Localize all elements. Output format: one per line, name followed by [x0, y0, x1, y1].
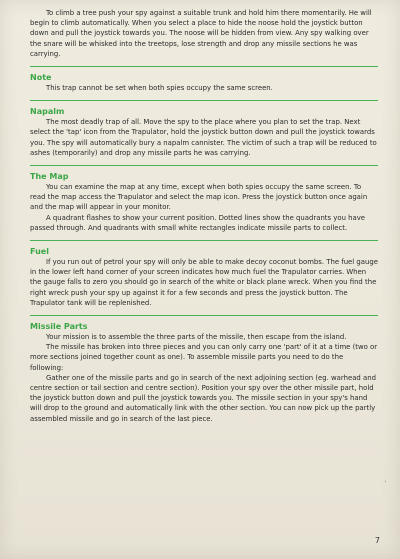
napalm-paragraph: The most deadly trap of all. Move the spy to the place where you plan to set the trap. Next select the 'tap' icon from the Trapulator, hold the joystick button down and pull the joystick towards you. The spy will automatically bury a napalm cannister. The victim of such a trap will be reduced to ashes (temporarily) and drop any missile parts he was carrying.: [30, 118, 377, 157]
note-heading: Note: [30, 73, 52, 83]
napalm-heading: Napalm: [30, 107, 65, 117]
page-content: [30, 8, 378, 424]
missile-paragraph-3: Gather one of the missile parts and go in search of the next adjoining section (eg. warhead and centre section or tail section and centre section). Position your spy over the other missile part, hold the joystick button down and pull the joystick towards you. The missile section in your spy's hand will drop to the ground and automatically link with the other section. You can now pick up the partly assembled missile and go in search of the last piece.: [30, 373, 376, 423]
intro-paragraph: To climb a tree push your spy against a suitable trunk and hold him there momentarily. He will begin to climb automatically. When you select a place to hide the noose hold the joystick button down and pull the joystick towards you. The noose will be hidden from view. Any spy walking over the snare will be whisked into the treetops, lose strength and drop any missile sections he was carrying.: [30, 9, 372, 58]
page-number: 7: [374, 536, 380, 545]
fuel-heading: Fuel: [30, 247, 49, 257]
margin-mark: ': [384, 480, 386, 487]
map-paragraph-2: A quadrant flashes to show your current position. Dotted lines show the quadrants you have passed through. And quadrants with small white rectangles indicate missile parts to collect.: [30, 213, 366, 232]
map-heading: The Map: [30, 172, 69, 182]
missile-paragraph-1: Your mission is to assemble the three parts of the missile, then escape from the island.: [46, 333, 347, 342]
missile-paragraph-2: The missile has broken into three pieces and you can only carry one 'part' of it at a time (two or more sections joined together count as one). To assemble missile parts you need to do the following:: [30, 343, 378, 372]
fuel-paragraph: If you run out of petrol your spy will only be able to make decoy coconut bombs. The fuel gauge in the lower left hand corner of your screen indicates how much fuel the Trapulator carries. When the gauge falls to zero you should go in search of the white or black plane wreck. When you find the right wreck push your spy up against it for a few seconds and press the joystick button. The Trapulator tank will be replenished.: [30, 258, 378, 307]
missile-parts-heading: Missile Parts: [30, 322, 88, 332]
note-paragraph: This trap cannot be set when both spies occupy the same screen.: [46, 84, 273, 93]
map-paragraph-1: You can examine the map at any time, except when both spies occupy the same screen. To read the map access the Trapulator and select the map icon. Press the joystick button once again and the map will appear in your monitor.: [30, 183, 368, 212]
